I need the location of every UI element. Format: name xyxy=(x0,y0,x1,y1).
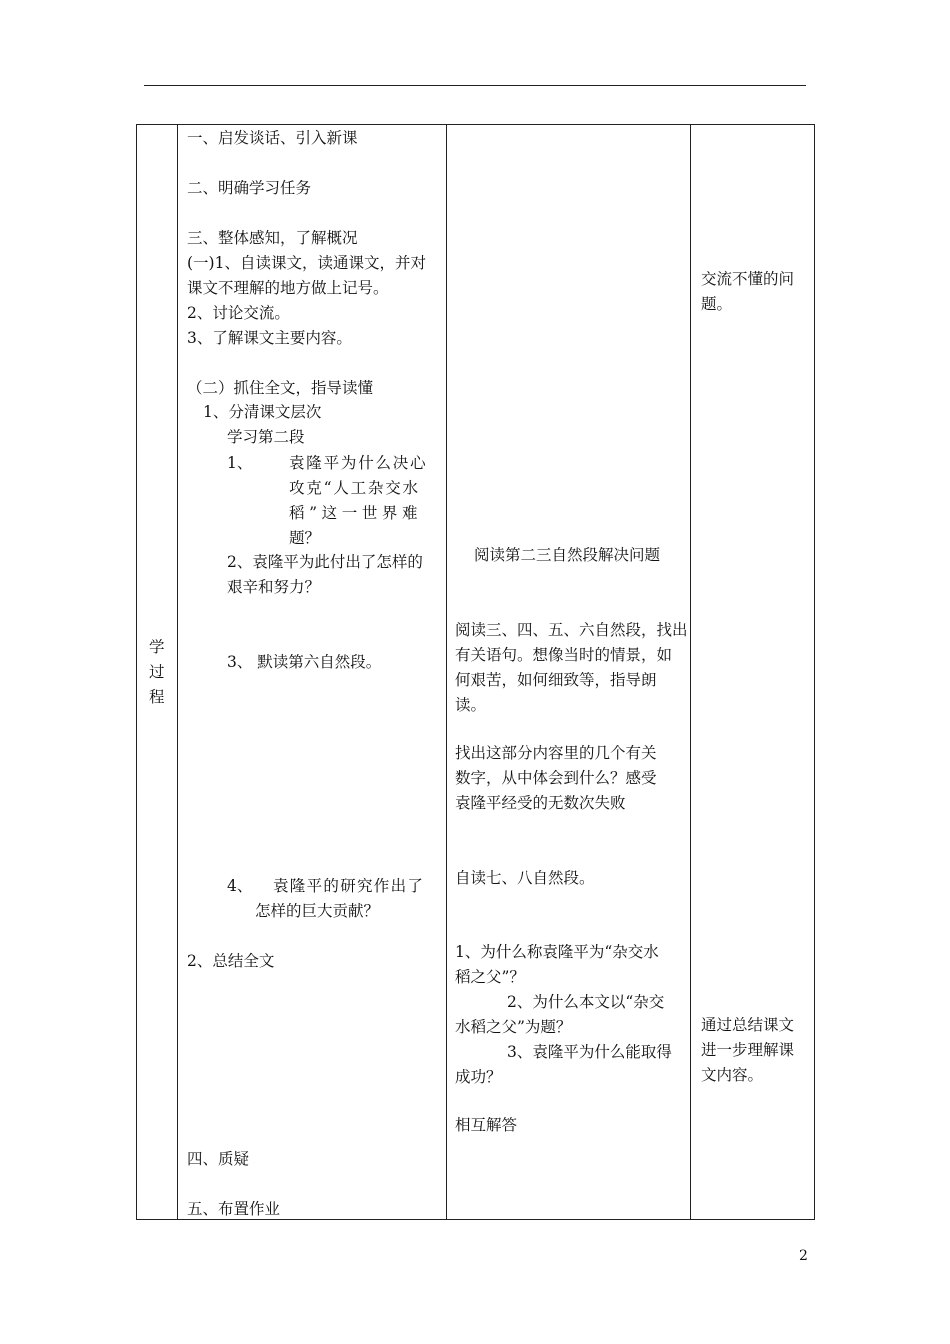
question-text: 袁隆平为什么决心 xyxy=(289,454,428,472)
note-text: 文内容。 xyxy=(701,1066,764,1084)
activity-text: 自读七、八自然段。 xyxy=(455,869,595,887)
activity-text: 稻之父”？ xyxy=(455,968,525,986)
header-rule xyxy=(144,85,806,86)
step-text: (一)1、自读课文，读通课文，并对 xyxy=(187,254,426,272)
question-text: 艰辛和努力？ xyxy=(227,578,321,596)
note-text: 交流不懂的问 xyxy=(701,270,795,288)
step-text: 2、总结全文 xyxy=(187,952,275,970)
page-number: 2 xyxy=(799,1248,808,1264)
activity-text: 数字，从中体会到什么？感受 xyxy=(455,769,657,787)
step-text: 学习第二段 xyxy=(227,428,305,446)
question-text: 稻”这一世界难 xyxy=(289,504,423,522)
note-text: 通过总结课文 xyxy=(701,1016,795,1034)
question-text: 攻克“人工杂交水 xyxy=(289,479,420,497)
activity-text: 相互解答 xyxy=(455,1116,518,1134)
activity-text: 有关语句。想像当时的情景，如 xyxy=(455,646,673,664)
column-divider xyxy=(177,125,178,1219)
section-label-char: 学 xyxy=(149,638,165,656)
activity-text: 找出这部分内容里的几个有关 xyxy=(455,744,657,762)
activity-text: 袁隆平经受的无数次失败 xyxy=(455,794,626,812)
step-text: 二、明确学习任务 xyxy=(187,179,312,197)
section-label-char: 程 xyxy=(149,688,165,706)
activity-text: 读。 xyxy=(455,696,487,714)
question-text: 袁隆平的研究作出了 xyxy=(273,877,425,895)
step-text: 1、分清课文层次 xyxy=(203,403,322,421)
activity-text: 3、袁隆平为什么能取得 xyxy=(507,1043,672,1061)
activity-text: 阅读三、四、五、六自然段，找出 xyxy=(455,621,688,639)
activity-text: 水稻之父”为题？ xyxy=(455,1018,572,1036)
step-text: 四、质疑 xyxy=(187,1150,250,1168)
lesson-table xyxy=(136,124,815,1220)
step-text: 2、讨论交流。 xyxy=(187,304,290,322)
step-text: 3、了解课文主要内容。 xyxy=(187,329,352,347)
step-text: 五、布置作业 xyxy=(187,1200,281,1218)
activity-text: 2、为什么本文以“杂交 xyxy=(507,993,665,1011)
activity-text: 1、为什么称袁隆平为“杂交水 xyxy=(455,943,659,961)
column-divider xyxy=(446,125,447,1219)
question-number: 4、 xyxy=(227,877,253,895)
activity-text: 成功？ xyxy=(455,1068,502,1086)
column-divider xyxy=(690,125,691,1219)
activity-text: 何艰苦，如何细致等，指导朗 xyxy=(455,671,657,689)
question-text: 怎样的巨大贡献？ xyxy=(255,902,380,920)
question-text: 题？ xyxy=(289,529,321,547)
question-text: 3、 默读第六自然段。 xyxy=(227,653,382,671)
step-text: （二）抓住全文，指导读懂 xyxy=(187,379,374,397)
step-text: 三、整体感知，了解概况 xyxy=(187,229,358,247)
note-text: 进一步理解课 xyxy=(701,1041,795,1059)
note-text: 题。 xyxy=(701,295,733,313)
step-text: 课文不理解的地方做上记号。 xyxy=(187,279,389,297)
activity-text: 阅读第二三自然段解决问题 xyxy=(474,546,661,564)
section-label-char: 过 xyxy=(149,663,165,681)
step-text: 一、启发谈话、引入新课 xyxy=(187,129,358,147)
question-number: 1、 xyxy=(227,454,253,472)
question-text: 2、袁隆平为此付出了怎样的 xyxy=(227,553,423,571)
